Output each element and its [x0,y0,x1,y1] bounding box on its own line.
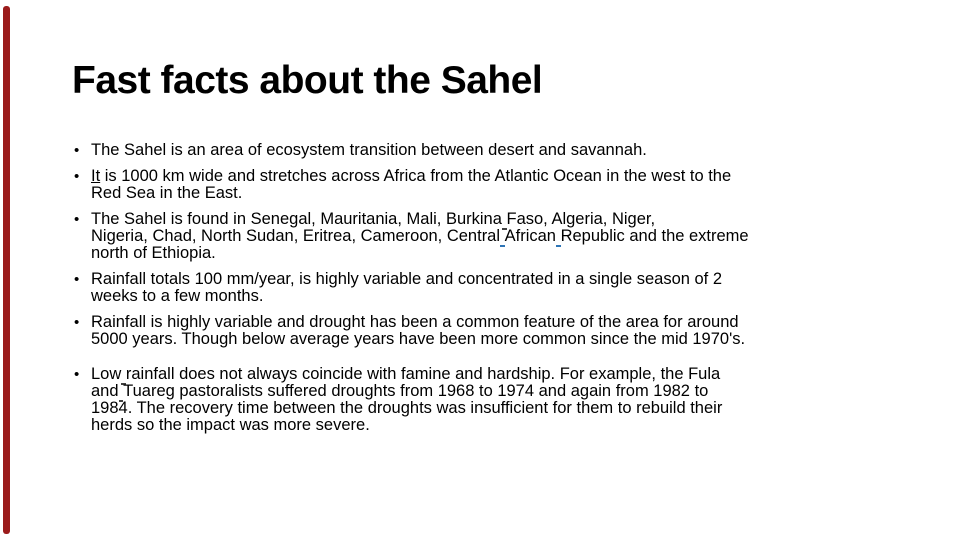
list-item [73,211,933,262]
list-item [73,314,933,348]
text-line: and Tuareg pastoralists suffered droughts from 1968 to 1974 and again from 1982 to [91,382,709,400]
text-line: 5000 years. Though below average years have been more common since the mid 1970's. [91,330,746,348]
text-line: The Sahel is found in Senegal, Mauritania, Mali, Burkina Faso, Algeria, Niger, [91,210,656,228]
bullet-marker: • [74,211,80,228]
text-line: Nigeria, Chad, North Sudan, Eritrea, Cameroon, Central African Republic and the extreme [91,227,749,245]
text-line: Low rainfall does not always coincide with famine and hardship. For example, the Fula [91,365,721,383]
bullet-marker: • [74,142,80,159]
text-line: Rainfall is highly variable and drought has been a common feature of the area for around [91,313,739,331]
text-line: 1984. The recovery time between the droughts was insufficient for them to rebuild their [91,399,723,417]
slide-title: Fast facts about the Sahel [72,59,543,103]
text-line: weeks to a few months. [91,287,264,305]
text-line: north of Ethiopia. [91,244,216,262]
accent-bar [3,6,10,534]
list-item [73,142,933,159]
text-line: herds so the impact was more severe. [91,416,370,434]
bullet-list [73,142,933,443]
list-item [73,168,933,202]
text-line: It is 1000 km wide and stretches across Africa from the Atlantic Ocean in the west to the [91,167,732,185]
bullet-marker: • [74,366,80,383]
text-line: Red Sea in the East. [91,184,243,202]
text-line: The Sahel is an area of ecosystem transition between desert and savannah. [91,141,647,159]
underlined-text: It [91,167,101,185]
list-item [73,366,933,434]
bullet-marker: • [74,314,80,331]
bullet-marker: • [74,168,80,185]
text-line: Rainfall totals 100 mm/year, is highly variable and concentrated in a single season of 2 [91,270,723,288]
list-item [73,271,933,305]
bullet-marker: • [74,271,80,288]
